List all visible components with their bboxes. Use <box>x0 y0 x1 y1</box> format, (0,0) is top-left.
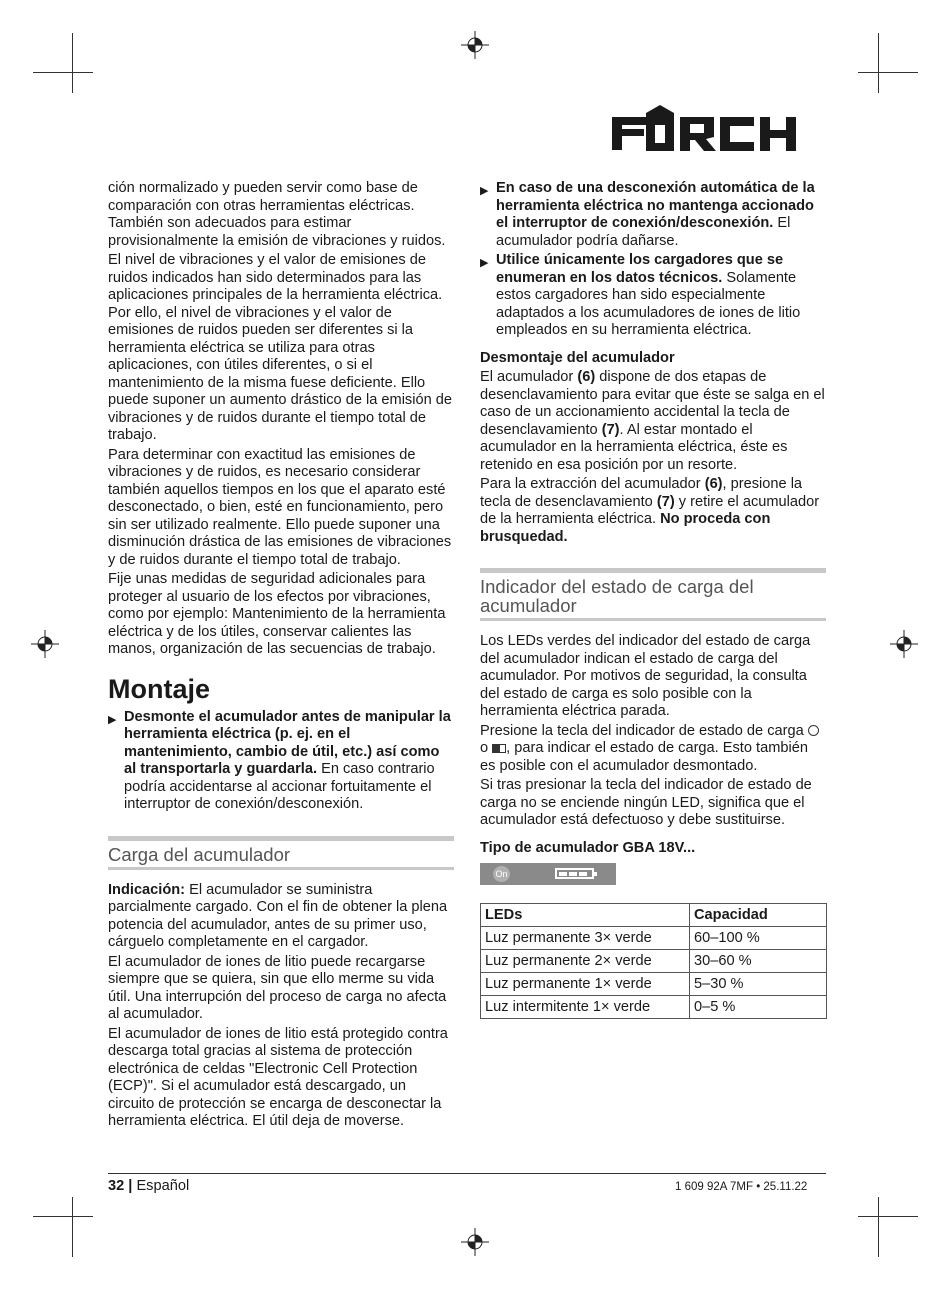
text-run: y retire el acumulador de la herramienta eléctrica. <box>480 493 820 527</box>
paragraph <box>108 882 454 952</box>
text-run: dispone de dos etapas de desenclavamiento para evitar que éste se salga en el caso de un accionamiento accidental la tecla de desenclavamiento <box>480 369 825 438</box>
crop-mark <box>33 72 93 73</box>
note-label: Indicación: <box>108 881 186 898</box>
paragraph: Si tras presionar la tecla del indicador de estado de carga no se enciende ningún LED, significa que el acumulador está defectuoso y debe sustituirse. <box>480 777 812 828</box>
battery-icon <box>555 868 594 879</box>
paragraph: Para determinar con exactitud las emisiones de vibraciones y de ruidos, es necesario considerar también aquellos tiempos en los que el aparato esté desconectado, o bien, esté en funcionamiento, pero sin ser utilizado realmente. Ello puede suponer una disminución drástica de las emisiones de vibraciones y de ruidos durante el tiempo total de trabajo. <box>108 446 452 568</box>
registration-mark-icon <box>461 1228 489 1256</box>
table-row <box>481 927 827 950</box>
footer-rule <box>108 1173 826 1174</box>
bullet-bold-text: Desmonte el acumulador antes de manipular la herramienta eléctrica (p. ej. en el mantenimiento, cambio de útil, etc.) así como al transportarla y guardarla. <box>124 708 451 777</box>
subsection-title-desmontaje: Desmontaje del acumulador <box>480 349 675 366</box>
right-column <box>480 180 826 1019</box>
section-title-indicador: Indicador del estado de carga del acumulador <box>480 568 826 621</box>
triangle-bullet-icon: ▶ <box>108 713 117 726</box>
triangle-bullet-icon: ▶ <box>480 257 489 269</box>
table-cell: Luz permanente 3× verde <box>481 927 690 950</box>
battery-cell <box>559 872 567 876</box>
paragraph: Fije unas medidas de seguridad adicionales para proteger al usuario de los efectos por vibraciones, como por ejemplo: Mantenimiento de la herramienta eléctrica y de los útiles, conservar calientes las manos, organización de las secuencias de trabajo. <box>108 571 446 657</box>
table-header: LEDs <box>481 904 690 927</box>
ref-number: (6) <box>704 476 723 492</box>
page-number: 32 <box>108 1178 125 1194</box>
bullet-text: El acumulador podría dañarse. <box>496 215 791 249</box>
registration-mark-icon <box>890 630 918 658</box>
table-cell: Luz permanente 1× verde <box>481 973 690 996</box>
text-run: Presione la tecla del indicador de estado de carga <box>480 722 808 739</box>
footer-page-info <box>108 1178 189 1194</box>
forch-logo <box>612 103 828 151</box>
bullet-item <box>480 252 826 340</box>
registration-mark-icon <box>461 31 489 59</box>
bullet-item <box>108 709 454 814</box>
bullet-text: En caso contrario podría accidentarse al accionar fortuitamente el interruptor de conexión/desconexión. <box>124 761 435 812</box>
paragraph: El acumulador de iones de litio puede recargarse siempre que se quiera, sin que ello merme su vida útil. Una interrupción del proceso de carga no afecta al acumulador. <box>108 953 447 1022</box>
charge-indicator-graphic <box>480 863 616 885</box>
table-cell: 0–5 % <box>690 996 827 1019</box>
left-column <box>108 180 454 1133</box>
triangle-bullet-icon: ▶ <box>480 185 489 197</box>
footer-language: Español <box>136 1178 190 1194</box>
registration-mark-icon <box>31 630 59 658</box>
footer-separator: | <box>128 1178 133 1194</box>
battery-cell <box>569 872 577 876</box>
table-header: Capacidad <box>690 904 827 927</box>
paragraph <box>480 723 826 776</box>
ref-number: (6) <box>577 369 596 385</box>
table-cell: 60–100 % <box>690 927 827 950</box>
warning-text: No proceda con brusquedad. <box>480 511 771 545</box>
footer-doc-code: 1 609 92A 7MF • 25.11.22 <box>675 1181 808 1193</box>
crop-mark <box>33 1216 93 1217</box>
paragraph <box>480 369 826 474</box>
bullet-text: Solamente estos cargadores han sido especialmente adaptados a los acumuladores de iones de litio empleados en su herramienta eléctrica. <box>496 269 801 338</box>
battery-cell <box>579 872 587 876</box>
on-button-icon <box>808 725 819 736</box>
ref-number: (7) <box>601 421 620 438</box>
paragraph: El acumulador de iones de litio está protegido contra descarga total gracias al sistema de protección electrónica de celdas "Electronic Cell Protection (ECP)". Si el acumulador está descargado, un circuito de protección se encarga de desconectar la herramienta eléctrica. El útil deja de moverse. <box>108 1025 448 1129</box>
note-text: El acumulador se suministra parcialmente cargado. Con el fin de obtener la plena potencia del acumulador, antes de su primer uso, cárguelo completamente en el cargador. <box>108 881 448 950</box>
table-row <box>481 973 827 996</box>
section-title-montaje: Montaje <box>108 673 211 704</box>
text-run: . Al estar montado el acumulador en la herramienta eléctrica, éste es retenido en esa posición por un resorte. <box>480 421 788 473</box>
led-capacity-table <box>480 903 827 1019</box>
table-row <box>481 950 827 973</box>
text-run: o <box>480 740 493 756</box>
table-header-row <box>481 904 827 927</box>
crop-mark <box>858 72 918 73</box>
text-run: El acumulador <box>480 369 578 385</box>
paragraph: Los LEDs verdes del indicador del estado de carga del acumulador indican el estado de carga del acumulador. Por motivos de seguridad, la consulta del estado de carga es solo posible con la herramienta eléctrica parada. <box>480 633 811 719</box>
bullet-item <box>480 180 826 250</box>
crop-mark <box>878 33 879 93</box>
table-row <box>481 996 827 1019</box>
text-run: , presione la tecla de desenclavamiento <box>480 476 803 510</box>
table-cell: Luz intermitente 1× verde <box>481 996 690 1019</box>
table-cell: 5–30 % <box>690 973 827 996</box>
text-run: , para indicar el estado de carga. Esto también es posible con el acumulador desmontado. <box>480 740 808 774</box>
crop-mark <box>72 1197 73 1257</box>
crop-mark <box>878 1197 879 1257</box>
section-title-carga: Carga del acumulador <box>108 836 454 870</box>
paragraph: El nivel de vibraciones y el valor de emisiones de ruidos indicados han sido determinados para las aplicaciones principales de la herramienta eléctrica. Por ello, el nivel de vibraciones y el valor de emisiones de ruidos pueden ser diferentes si la herramienta eléctrica se utiliza para otras aplicaciones, con útiles diferentes, o si el mantenimiento de la misma fuese deficiente. Ello puede suponer un aumento drástico de la emisión de vibraciones y de ruidos durante el tiempo total de trabajo. <box>108 252 452 443</box>
paragraph <box>480 476 826 546</box>
crop-mark <box>72 33 73 93</box>
table-cell: 30–60 % <box>690 950 827 973</box>
ref-number: (7) <box>656 493 675 510</box>
on-button-icon: On <box>493 866 510 882</box>
battery-icon <box>492 744 506 753</box>
paragraph: ción normalizado y pueden servir como base de comparación con otras herramientas eléctricas. También son adecuados para estimar provisionalmente la emisión de vibraciones y ruidos. <box>108 180 446 249</box>
crop-mark <box>858 1216 918 1217</box>
battery-type-label: Tipo de acumulador GBA 18V... <box>480 839 696 856</box>
bullet-bold-text: Utilice únicamente los cargadores que se enumeran en los datos técnicos. <box>496 252 784 286</box>
bullet-bold-text: En caso de una desconexión automática de la herramienta eléctrica no mantenga accionado el interruptor de conexión/desconexión. <box>496 180 815 231</box>
text-run: Para la extracción del acumulador <box>480 476 705 492</box>
table-cell: Luz permanente 2× verde <box>481 950 690 973</box>
